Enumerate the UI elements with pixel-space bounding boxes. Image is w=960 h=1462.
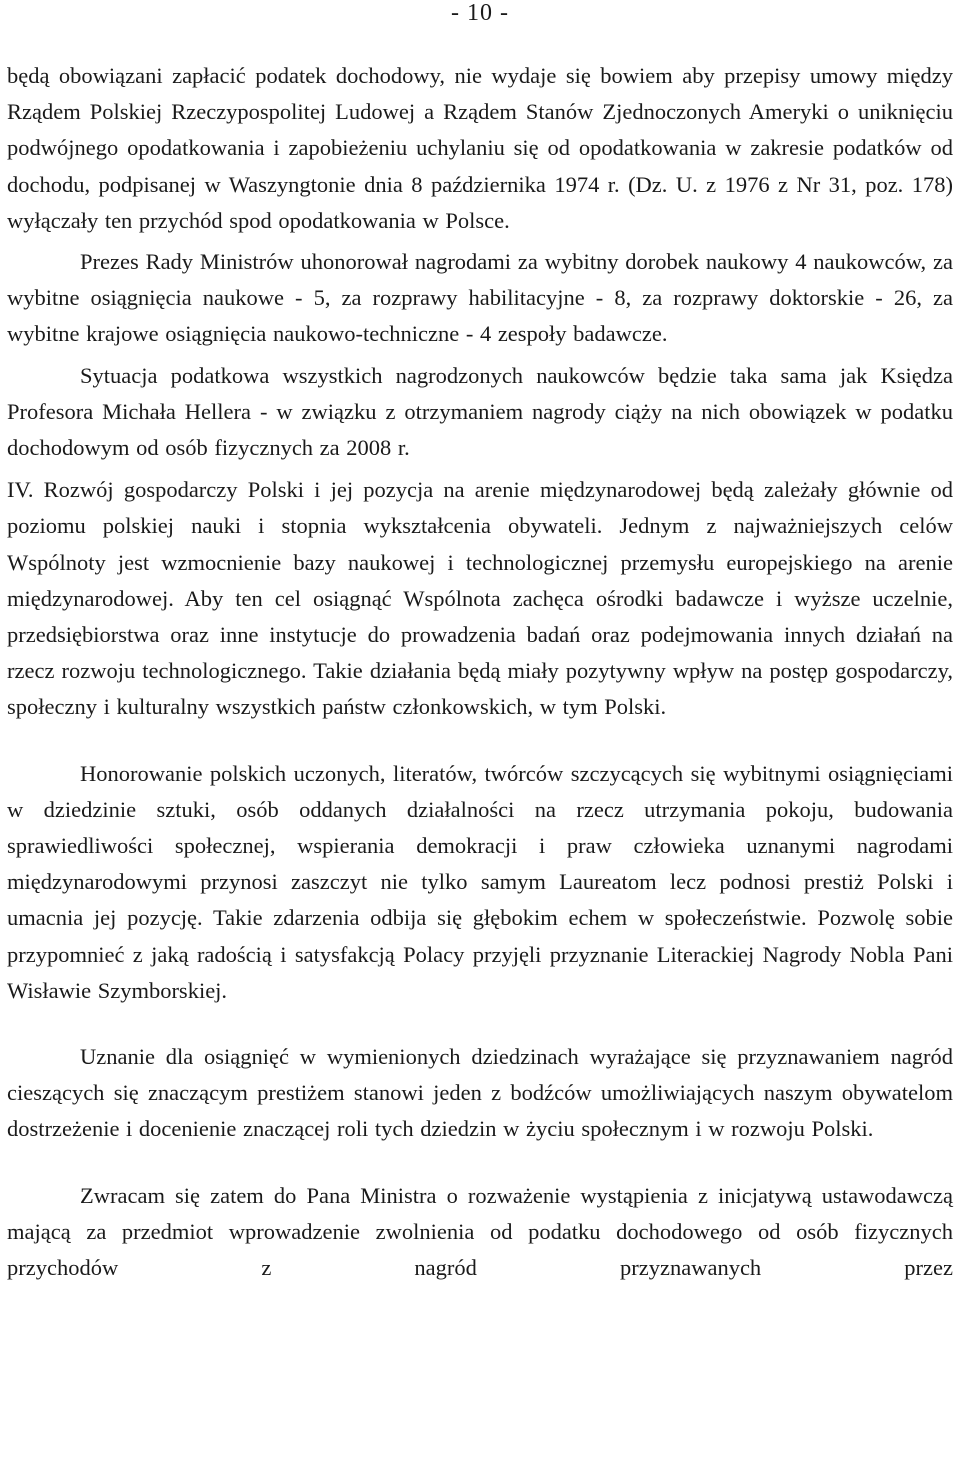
paragraph-recognition: Uznanie dla osiągnięć w wymienionych dziedzinach wyrażające się przyznawaniem nagród cieszących się znaczącym prestiżem stanowi jeden z bodźców umożliwiających naszym obywatelom dostrzeżenie i docenienie znaczącej roli tych dziedzin w życiu społecznym i w rozwoju Polski. bbox=[7, 1044, 953, 1142]
paragraph-request-to-minister: Zwracam się zatem do Pana Ministra o rozważenie wystąpienia z inicjatywą ustawodawczą mającą za przedmiot wprowadzenie zwolnienia od podatku dochodowego od osób fizycznych przychodów z nagród przyznawanych przez bbox=[7, 1182, 953, 1281]
paragraph-tax-treaty: będą obowiązani zapłacić podatek dochodowy, nie wydaje się bowiem aby przepisy umowy między Rządem Polskiej Rzeczypospolitej Ludowej a Rządem Stanów Zjednoczonych Ameryki o uniknięciu podwójnego opodatkowania i zapobieżeniu uchylaniu się od opodatkowania w zakresie podatków od dochodu, podpisanej w Waszyngtonie dnia 8 października 1974 r. (Dz. U. z 1976 z Nr 31, poz. 178) wyłączały ten przychód spod opodatkowania w Polsce. bbox=[7, 63, 953, 233]
paragraph-section-iv: IV. Rozwój gospodarczy Polski i jej pozycja na arenie międzynarodowej będą zależały głównie od poziomu polskiej nauki i stopnia wykształcenia obywateli. Jednym z najważniejszych celów Wspólnoty jest wzmocnienie bazy naukowej i technologicznej przemysłu europejskiego na arenie międzynarodowej. Aby ten cel osiągnąć Wspólnota zachęca ośrodki badawcze i wyższe uczelnie, przedsiębiorstwa oraz inne instytucje do prowadzenia badań oraz podejmowania innych działań na rzecz rozwoju technologicznego. Takie działania będą miały pozytywny wpływ na postęp gospodarczy, społeczny i kulturalny wszystkich państw członkowskich, w tym Polski. bbox=[7, 477, 953, 720]
document-body bbox=[7, 58, 953, 1286]
paragraph-honoring-scholars: Honorowanie polskich uczonych, literatów, twórców szczycących się wybitnymi osiągnięciami w dziedzinie sztuki, osób oddanych działalności na rzecz utrzymania pokoju, budowania sprawiedliwości społecznej, wspierania demokracji i praw człowieka uznanymi nagrodami międzynarodowymi przynosi zaszczyt nie tylko samym Laureatom lecz podnosi prestiż Polski i umacnia jej pozycję. Takie zdarzenia odbija się głębokim echem w społeczeństwie. Pozwolę sobie przypomnieć z jaką radością i satysfakcją Polacy przyjęli przyznanie Literackiej Nagrody Nobla Pani Wisławie Szymborskiej. bbox=[7, 760, 953, 1003]
page-number: - 10 - bbox=[451, 0, 509, 26]
paragraph-tax-situation: Sytuacja podatkowa wszystkich nagrodzonych naukowców będzie taka sama jak Księdza Profesora Michała Hellera - w związku z otrzymaniem nagrody ciąży na nich obowiązek w podatku dochodowym od osób fizycznych za 2008 r. bbox=[7, 362, 953, 461]
paragraph-prime-minister-awards: Prezes Rady Ministrów uhonorował nagrodami za wybitny dorobek naukowy 4 naukowców, za wybitne osiągnięcia naukowe - 5, za rozprawy habilitacyjne - 8, za rozprawy doktorskie - 26, za wybitne krajowe osiągnięcia naukowo-techniczne - 4 zespoły badawcze. bbox=[7, 249, 953, 347]
